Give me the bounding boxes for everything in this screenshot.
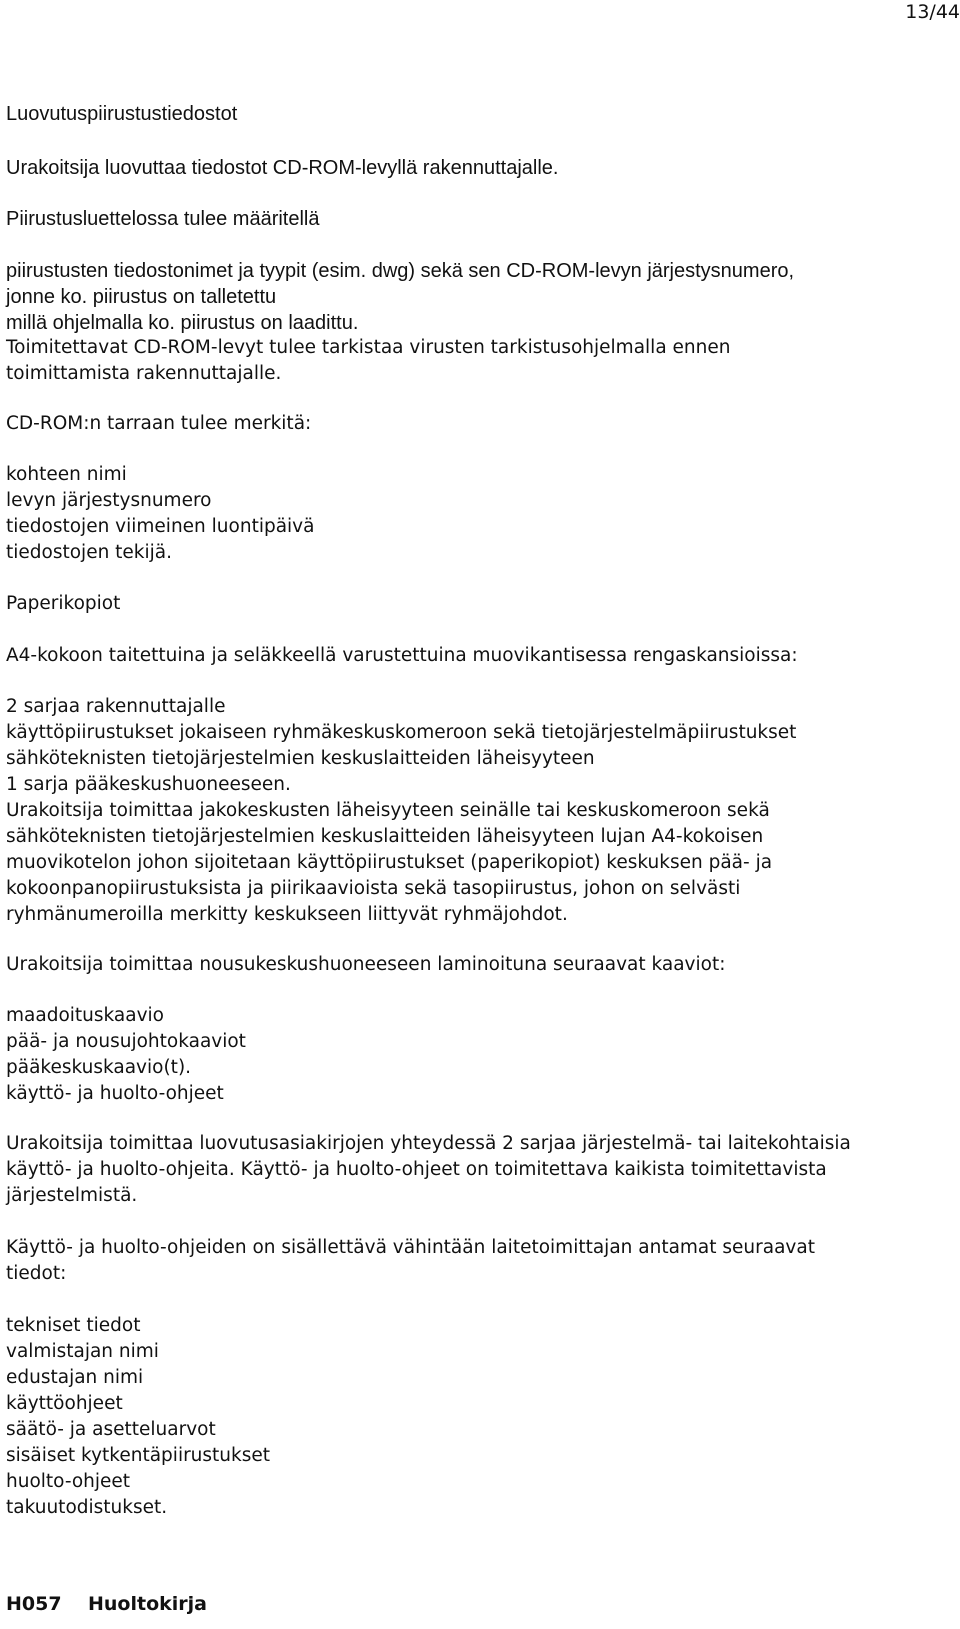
list-item: huolto-ohjeet — [6, 1471, 131, 1492]
list-item: pääkeskuskaavio(t). — [6, 1057, 192, 1078]
list-item: säätö- ja asetteluarvot — [6, 1419, 216, 1440]
text-line: Piirustusluettelossa tulee määritellä — [6, 208, 320, 230]
list-item: kohteen nimi — [6, 464, 127, 485]
text-line: tiedot: — [6, 1263, 67, 1284]
text-line: 2 sarjaa rakennuttajalle — [6, 696, 226, 717]
section-heading: Paperikopiot — [6, 593, 121, 614]
list-item: maadoituskaavio — [6, 1005, 164, 1026]
text-line: Urakoitsija toimittaa nousukeskushuoneeseen laminoituna seuraavat kaaviot: — [6, 954, 726, 975]
text-line: Urakoitsija luovuttaa tiedostot CD-ROM-levyllä rakennuttajalle. — [6, 157, 559, 179]
list-item: tiedostojen viimeinen luontipäivä — [6, 516, 315, 537]
text-line: Urakoitsija toimittaa luovutusasiakirjojen yhteydessä 2 sarjaa järjestelmä- tai laitekohtaisia — [6, 1133, 851, 1154]
text-line: sähköteknisten tietojärjestelmien keskuslaitteiden läheisyyteen — [6, 748, 595, 769]
list-item: pää- ja nousujohtokaaviot — [6, 1031, 246, 1052]
footer-code: H057 — [6, 1593, 62, 1615]
page-number: 13/44 — [905, 1, 960, 23]
text-line: toimittamista rakennuttajalle. — [6, 363, 282, 384]
list-item: edustajan nimi — [6, 1367, 144, 1388]
text-line: Luovutuspiirustustiedostot — [6, 103, 238, 125]
text-line: muovikotelon johon sijoitetaan käyttöpiirustukset (paperikopiot) keskuksen pää- ja — [6, 852, 773, 873]
footer-title: Huoltokirja — [88, 1593, 207, 1615]
list-item: käyttö- ja huolto-ohjeet — [6, 1083, 224, 1104]
list-item: käyttöohjeet — [6, 1393, 123, 1414]
list-item: tiedostojen tekijä. — [6, 542, 173, 563]
text-line: sähköteknisten tietojärjestelmien keskuslaitteiden läheisyyteen lujan A4-kokoisen — [6, 826, 764, 847]
list-item: tekniset tiedot — [6, 1315, 141, 1336]
list-item: sisäiset kytkentäpiirustukset — [6, 1445, 271, 1466]
text-line: CD-ROM:n tarraan tulee merkitä: — [6, 413, 312, 434]
text-line: käyttöpiirustukset jokaiseen ryhmäkeskuskomeroon sekä tietojärjestelmäpiirustukset — [6, 722, 797, 743]
text-line: ryhmänumeroilla merkitty keskukseen liittyvät ryhmäjohdot. — [6, 904, 568, 925]
text-line: piirustusten tiedostonimet ja tyypit (esim. dwg) sekä sen CD-ROM-levyn järjestysnumero, — [6, 260, 795, 282]
text-line: Urakoitsija toimittaa jakokeskusten läheisyyteen seinälle tai keskuskomeroon sekä — [6, 800, 770, 821]
text-line: Toimitettavat CD-ROM-levyt tulee tarkistaa virusten tarkistusohjelmalla ennen — [6, 337, 731, 358]
text-line: millä ohjelmalla ko. piirustus on laadittu. — [6, 312, 359, 334]
text-line: kokoonpanopiirustuksista ja piirikaavioista sekä tasopiirustus, johon on selvästi — [6, 878, 741, 899]
text-line: Käyttö- ja huolto-ohjeiden on sisällettävä vähintään laitetoimittajan antamat seuraavat — [6, 1237, 815, 1258]
list-item: takuutodistukset. — [6, 1497, 168, 1518]
list-item: valmistajan nimi — [6, 1341, 159, 1362]
text-line: jonne ko. piirustus on talletettu — [6, 286, 277, 308]
text-line: 1 sarja pääkeskushuoneeseen. — [6, 774, 291, 795]
text-line: käyttö- ja huolto-ohjeita. Käyttö- ja huolto-ohjeet on toimitettava kaikista toimitettavista — [6, 1159, 827, 1180]
text-line: järjestelmistä. — [6, 1185, 138, 1206]
text-line: A4-kokoon taitettuina ja seläkkeellä varustettuina muovikantisessa rengaskansioissa: — [6, 645, 798, 666]
list-item: levyn järjestysnumero — [6, 490, 212, 511]
